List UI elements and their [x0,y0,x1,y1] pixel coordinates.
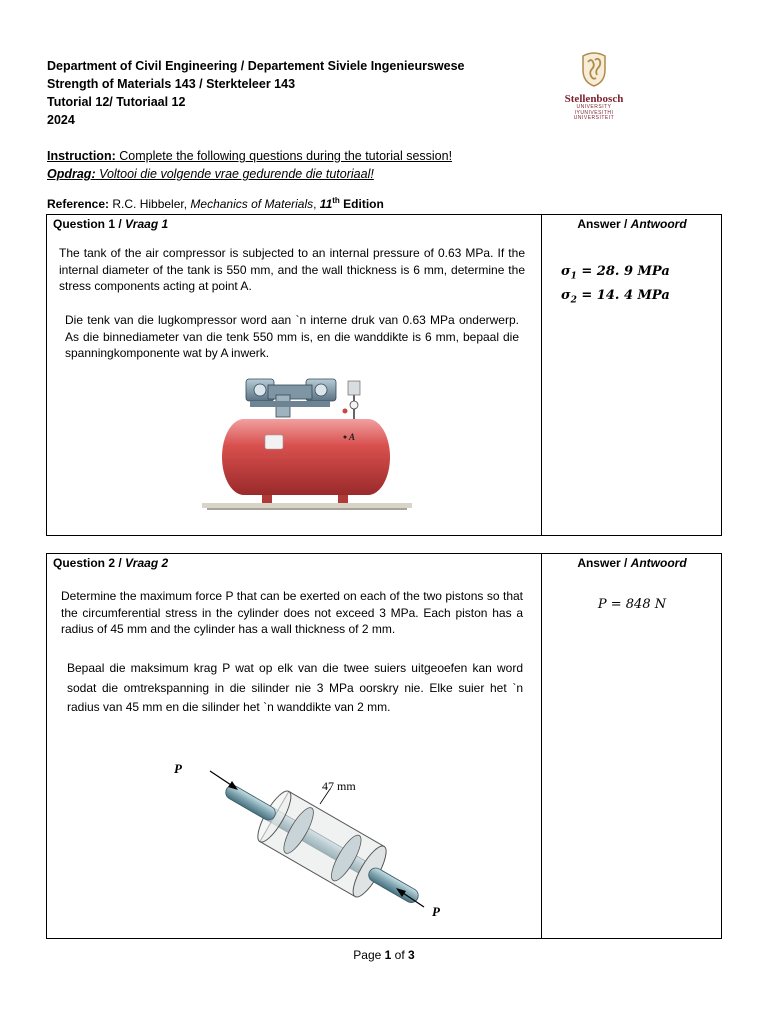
university-logo [556,52,632,122]
reference-label: Reference: [47,197,110,211]
q1-answer-title [541,217,723,231]
q1-answer-2-sub: 2 [570,295,577,306]
instruction-en [47,147,452,165]
tank [222,419,390,495]
q1-answer-1-symbol: σ [561,264,571,279]
q1-title-en: Question 1 / [53,217,126,231]
q2-answer-title [541,556,723,570]
crest-icon [579,52,609,88]
q1-answer-2-symbol: σ [561,288,571,303]
q1-answer-2-value: = 14. 4 MPa [576,288,670,303]
instruction-af [47,165,452,183]
q1-answer-1-value: = 28. 9 MPa [576,264,670,279]
force-label-right: P [432,904,440,919]
floor [202,503,412,508]
q1-title-af: Vraag 1 [125,217,169,231]
q2-answer-title-en: Answer / [577,556,631,570]
q2-title-af: Vraag 2 [125,556,169,570]
q1-column-divider [541,215,542,535]
q1-answer-1-sub: 1 [570,271,577,282]
q1-answer-2 [561,288,670,306]
q2-text-en: Determine the maximum force P that can be exerted on each of the two pistons so that the circumferential stress in the cylinder does not exceed 3 MPa. Each piston has a radius of 45 mm and the cylinder has a wall thickness of 2 mm. [61,589,523,636]
q1-answer-title-af: Antwoord [630,217,687,231]
logo-sub-1: UNIVERSITY [576,104,612,110]
cylinder-pistons-figure [172,759,462,924]
question-2-table [46,553,722,939]
course-line: Strength of Materials 143 / Sterkteleer 143 [47,77,296,91]
department-line: Department of Civil Engineering / Departement Siviele Ingenieurswese [47,59,465,73]
year-line: 2024 [47,113,75,127]
q1-text-en: The tank of the air compressor is subjected to an internal pressure of 0.63 MPa. If the internal diameter of the tank is 550 mm, and the wall thickness is 6 mm, determine the stress components acting at point A. [59,246,525,293]
logo-sub-2: IYUNIVESITHI [574,109,614,116]
reference-edition: 11 [319,197,333,211]
q2-title [53,556,168,570]
reference-edition-sup: th [332,196,340,205]
dimension-label: 47 mm [322,779,356,793]
instruction-label: Instruction: [47,149,116,163]
point-a-label: A [349,432,356,442]
page-total: 3 [408,948,415,962]
reference-edition-suffix: Edition [339,197,384,211]
air-compressor-figure [202,375,412,515]
reference-author: R.C. Hibbeler, [109,197,191,211]
tutorial-line: Tutorial 12/ Tutoriaal 12 [47,95,186,109]
page-number: 1 [384,948,392,962]
q2-answer-title-af: Antwoord [630,556,687,570]
document-header [47,57,464,129]
instructions [47,147,452,183]
logo-name: Stellenbosch [564,93,624,105]
q1-title [53,217,168,231]
opdrag-text: Voltooi die volgende vrae gedurende die tutoriaal! [95,167,374,181]
opdrag-label: Opdrag: [47,167,96,181]
q2-text-af: Bepaal die maksimum krag P wat op elk van die twee suiers uitgeoefen kan word sodat die omtrekspanning in die silinder nie 3 MPa oorskry nie. Elke suier het `n radius van 45 mm en die silinder het `n wanddikte van 2 mm. [67,661,523,714]
footer-pre: Page [353,948,385,962]
q2-title-en: Question 2 / [53,556,126,570]
reference-comma: , [313,197,320,211]
logo-sub-3: UNIVERSITEIT [573,115,615,121]
question-1-table [46,214,722,536]
q1-answer-title-en: Answer / [577,217,631,231]
reference [47,196,384,211]
page-footer [0,948,768,962]
q2-answer: P = 848 N [597,597,667,612]
force-label-left: P [174,761,182,776]
instruction-text: Complete the following questions during the tutorial session! [115,149,453,163]
q1-answer-1 [561,264,670,282]
reference-book: Mechanics of Materials [190,197,314,211]
q1-text-af: Die tenk van die lugkompressor word aan `n interne druk van 0.63 MPa onderwerp. As die binnediameter van die tenk 550 mm is, en die wanddikte is 6 mm, bepaal die spanningkomponente wat by A inwerk. [65,313,519,360]
footer-mid: of [391,948,409,962]
